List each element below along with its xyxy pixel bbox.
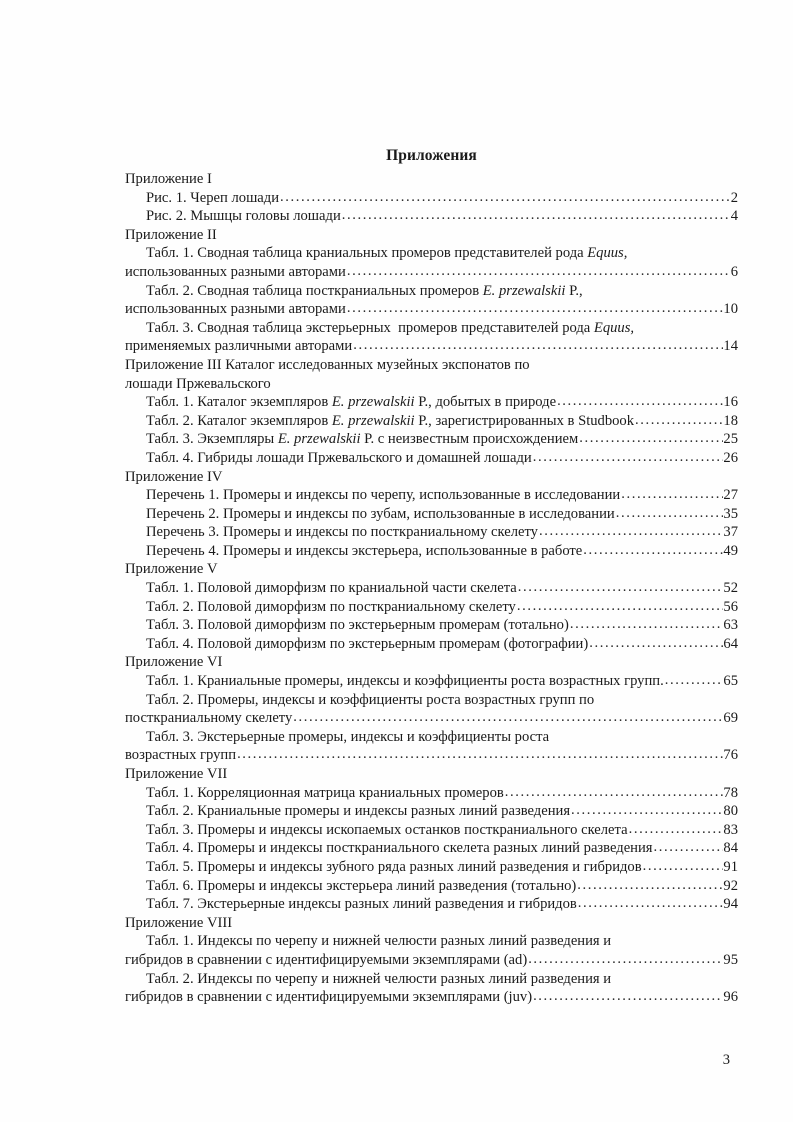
appendix-heading[interactable]: Приложение II	[125, 226, 217, 243]
appendix-heading[interactable]: Приложение VIII	[125, 914, 233, 931]
toc-page-number: 37	[723, 524, 738, 541]
toc-entry[interactable]	[125, 746, 738, 765]
appendix-heading[interactable]: Приложение VII	[125, 766, 228, 782]
toc-page-number: 16	[723, 394, 738, 411]
toc-entry[interactable]	[125, 672, 738, 691]
dot-leader	[635, 411, 723, 430]
toc-entry-label	[146, 877, 576, 896]
toc-entry[interactable]	[125, 244, 738, 263]
entry-text: Табл. 3. Экземпляры	[146, 431, 278, 448]
entry-text: Табл. 1. Каталог экземпляров	[146, 394, 332, 411]
toc-entry-label	[146, 244, 738, 263]
toc-page-number: 95	[723, 951, 738, 968]
toc-entry-label	[125, 300, 346, 319]
entry-text: Табл. 1. Краниальные промеры, индексы и коэффициенты роста возрастных групп.	[146, 673, 664, 690]
page-title: Приложения	[386, 147, 477, 164]
entry-text: Табл. 1. Корреляционная матрица краниальных промеров	[146, 784, 504, 801]
table-of-contents	[125, 170, 738, 1007]
toc-entry-label	[146, 523, 538, 542]
toc-entry-label	[146, 282, 738, 301]
toc-page-number: 91	[723, 858, 738, 875]
toc-entry-label	[146, 542, 582, 561]
document-body	[125, 146, 738, 1007]
toc-entry-label	[146, 858, 642, 877]
entry-text: посткраниальному скелету	[125, 710, 293, 727]
entry-text: Табл. 6. Промеры и индексы экстерьера линий разведения (тотально)	[146, 877, 577, 894]
toc-entry[interactable]	[125, 691, 738, 710]
toc-entry-label	[146, 895, 577, 914]
toc-entry[interactable]	[125, 932, 738, 951]
toc-entry[interactable]	[125, 821, 738, 840]
toc-entry[interactable]	[125, 877, 738, 896]
entry-text: гибридов в сравнении с идентифицируемыми экземплярами (ad)	[125, 951, 528, 968]
entry-text: Табл. 3. Промеры и индексы ископаемых останков посткраниального скелета	[146, 821, 628, 838]
toc-entry[interactable]	[125, 542, 738, 561]
entry-text: Рис. 2. Мышцы головы лошади	[146, 208, 341, 225]
toc-entry[interactable]	[125, 282, 738, 301]
entry-text: Табл. 2. Краниальные промеры и индексы разных линий разведения	[146, 803, 571, 820]
toc-entry-label	[146, 189, 279, 208]
toc-entry-label	[146, 449, 532, 468]
toc-entry-label	[146, 393, 556, 412]
entry-text: Перечень 1. Промеры и индексы по черепу, использованные в исследовании	[146, 487, 621, 504]
toc-entry-label	[146, 691, 738, 710]
dot-leader	[528, 950, 723, 969]
dot-leader	[347, 262, 731, 281]
taxon-name: Equus,	[587, 245, 628, 262]
entry-text: Табл. 5. Промеры и индексы зубного ряда разных линий разведения и гибридов	[146, 858, 642, 875]
entry-text: Перечень 4. Промеры и индексы экстерьера, использованные в работе	[146, 542, 583, 559]
toc-entry[interactable]	[125, 988, 738, 1007]
taxon-name: Equus,	[593, 319, 635, 336]
toc-entry-label	[125, 263, 346, 282]
toc-page-number: 4	[730, 208, 738, 225]
toc-entry-label	[146, 579, 517, 598]
toc-page-number: 63	[723, 617, 738, 634]
toc-entry-label	[146, 672, 664, 691]
entry-text: Перечень 2. Промеры и индексы по зубам, использованные в исследовании	[146, 505, 615, 522]
entry-text: Табл. 2. Половой диморфизм по посткраниальному скелету	[146, 598, 516, 615]
entry-text: Р., добытых в природе	[414, 394, 557, 411]
toc-entry[interactable]	[125, 263, 738, 282]
entry-text: Р. с неизвестным происхождением	[360, 431, 579, 448]
toc-entry[interactable]	[125, 189, 738, 208]
entry-text: Перечень 3. Промеры и индексы по посткраниальному скелету	[146, 524, 538, 541]
toc-entry[interactable]	[125, 616, 738, 635]
toc-entry-label	[146, 486, 620, 505]
entry-text: использованных разными авторами	[125, 301, 346, 318]
toc-page-number: 26	[723, 449, 738, 466]
toc-page-number: 83	[723, 821, 738, 838]
entry-text: Табл. 2. Сводная таблица посткраниальных промеров	[146, 282, 483, 299]
entry-text: возрастных групп	[125, 747, 237, 764]
entry-text: Р., зарегистрированных в Studbook	[414, 412, 635, 429]
dot-leader	[589, 634, 723, 653]
toc-entry-label	[146, 728, 738, 747]
toc-page-number: 18	[723, 412, 738, 429]
dot-leader	[533, 448, 724, 467]
dot-leader	[557, 392, 723, 411]
entry-text: Рис. 1. Череп лошади	[146, 189, 280, 206]
toc-entry[interactable]	[125, 430, 738, 449]
dot-leader	[629, 820, 724, 839]
toc-entry-label	[146, 821, 628, 840]
entry-text: Р.,	[565, 282, 583, 299]
appendix-heading[interactable]: Приложение V	[125, 561, 218, 578]
dot-leader	[579, 429, 723, 448]
toc-entry-label	[125, 746, 236, 765]
toc-page-number: 84	[723, 840, 738, 857]
toc-entry[interactable]	[125, 895, 738, 914]
appendix-heading[interactable]: Приложение IV	[125, 468, 223, 485]
toc-entry[interactable]	[125, 970, 738, 989]
toc-page-number: 69	[723, 710, 738, 727]
dot-leader	[280, 188, 731, 207]
toc-entry[interactable]	[125, 393, 738, 412]
taxon-name: E. przewalskii	[331, 412, 415, 429]
toc-entry-label	[146, 430, 578, 449]
dot-leader	[654, 838, 724, 857]
entry-text: Табл. 1. Сводная таблица краниальных промеров представителей рода	[146, 245, 588, 262]
entry-text: Табл. 3. Половой диморфизм по экстерьерным промерам (тотально)	[146, 617, 569, 634]
dot-leader	[505, 783, 724, 802]
toc-page-number: 76	[723, 747, 738, 764]
toc-page-number: 96	[723, 989, 738, 1006]
toc-entry[interactable]	[125, 635, 738, 654]
toc-entry-label	[125, 337, 352, 356]
entry-text: Табл. 4. Половой диморфизм по экстерьерным промерам (фотографии)	[146, 635, 589, 652]
dot-leader	[570, 615, 724, 634]
toc-entry[interactable]	[125, 598, 738, 617]
toc-page-number: 78	[723, 784, 738, 801]
toc-entry[interactable]	[125, 951, 738, 970]
toc-entry[interactable]	[125, 337, 738, 356]
toc-entry-label	[146, 412, 634, 431]
toc-entry-label	[146, 207, 341, 226]
toc-entry-label	[146, 319, 738, 338]
entry-text: Табл. 1. Индексы по черепу и нижней челюсти разных линий разведения и	[146, 933, 612, 950]
dot-leader	[237, 745, 723, 764]
dot-leader	[577, 876, 723, 895]
dot-leader	[342, 206, 731, 225]
toc-entry-label	[146, 932, 738, 951]
dot-leader	[353, 336, 723, 355]
toc-entry[interactable]	[125, 207, 738, 226]
toc-entry[interactable]	[125, 858, 738, 877]
toc-entry[interactable]	[125, 523, 738, 542]
entry-text: Табл. 2. Промеры, индексы и коэффициенты роста возрастных групп по	[146, 691, 595, 708]
appendix-heading[interactable]: Приложение I	[125, 171, 212, 187]
toc-entry[interactable]	[125, 802, 738, 821]
toc-entry-label	[125, 988, 532, 1007]
entry-text: Табл. 7. Экстерьерные индексы разных линий разведения и гибридов	[146, 896, 577, 913]
dot-leader	[665, 671, 724, 690]
dot-leader	[518, 578, 724, 597]
taxon-name: E. przewalskii	[482, 282, 566, 299]
entry-text: Табл. 2. Каталог экземпляров	[146, 412, 332, 429]
dot-leader	[643, 857, 724, 876]
toc-page-number: 14	[723, 338, 738, 355]
toc-entry-label	[146, 616, 569, 635]
toc-page-number: 92	[723, 877, 738, 894]
entry-text: Табл. 4. Гибриды лошади Пржевальского и домашней лошади	[146, 449, 532, 466]
dot-leader	[621, 485, 723, 504]
toc-page-number: 35	[723, 505, 738, 522]
toc-entry[interactable]	[125, 300, 738, 319]
entry-text: Табл. 2. Индексы по черепу и нижней челюсти разных линий разведения и	[146, 970, 612, 987]
appendix-heading-continuation: лошади Пржевальского	[125, 375, 271, 392]
dot-leader	[517, 597, 724, 616]
taxon-name: E. przewalskii	[277, 431, 361, 448]
toc-entry[interactable]	[125, 709, 738, 728]
toc-entry-label	[125, 951, 527, 970]
entry-text: применяемых различными авторами	[125, 338, 353, 355]
toc-entry-label	[146, 505, 615, 524]
toc-page-number: 10	[723, 301, 738, 318]
toc-entry[interactable]	[125, 784, 738, 803]
toc-page-number: 2	[730, 189, 738, 206]
dot-leader	[293, 708, 723, 727]
entry-text: использованных разными авторами	[125, 263, 346, 280]
appendix-heading[interactable]: Приложение III Каталог исследованных музейных экспонатов по	[125, 356, 530, 373]
toc-page-number: 25	[723, 431, 738, 448]
entry-text: Табл. 4. Промеры и индексы посткраниального скелета разных линий разведения	[146, 840, 653, 857]
entry-text: Табл. 3. Сводная таблица экстерьерных промеров представителей рода	[146, 319, 594, 336]
dot-leader	[583, 541, 723, 560]
toc-entry-label	[146, 970, 738, 989]
toc-entry-label	[125, 709, 292, 728]
toc-entry-label	[146, 635, 588, 654]
dot-leader	[347, 299, 724, 318]
toc-entry[interactable]	[125, 505, 738, 524]
toc-entry[interactable]	[125, 412, 738, 431]
page-folio-number: 3	[722, 1052, 730, 1068]
toc-page-number: 49	[723, 542, 738, 559]
entry-text: Табл. 1. Половой диморфизм по краниальной части скелета	[146, 580, 517, 597]
toc-entry[interactable]	[125, 486, 738, 505]
toc-page-number: 52	[723, 580, 738, 597]
toc-page-number: 94	[723, 896, 738, 913]
toc-entry-label	[146, 784, 504, 803]
toc-entry[interactable]	[125, 728, 738, 747]
entry-text: Табл. 3. Экстерьерные промеры, индексы и коэффициенты роста	[146, 728, 550, 745]
toc-entry-label	[146, 802, 570, 821]
appendix-heading[interactable]: Приложение VI	[125, 654, 223, 671]
toc-page-number: 65	[723, 673, 738, 690]
toc-entry[interactable]	[125, 449, 738, 468]
toc-page-number: 27	[723, 487, 738, 504]
dot-leader	[616, 504, 724, 523]
toc-entry-label	[146, 839, 653, 858]
toc-entry[interactable]	[125, 319, 738, 338]
dot-leader	[539, 522, 723, 541]
entry-text: гибридов в сравнении с идентифицируемыми экземплярами (juv)	[125, 989, 533, 1006]
toc-entry[interactable]	[125, 579, 738, 598]
toc-entry[interactable]	[125, 839, 738, 858]
dot-leader	[578, 894, 724, 913]
taxon-name: E. przewalskii	[331, 394, 415, 411]
toc-page-number: 56	[723, 598, 738, 615]
dot-leader	[571, 801, 723, 820]
toc-page-number: 6	[730, 263, 738, 280]
toc-entry-label	[146, 598, 516, 617]
dot-leader	[533, 987, 723, 1006]
toc-page-number: 80	[723, 803, 738, 820]
toc-page-number: 64	[723, 635, 738, 652]
